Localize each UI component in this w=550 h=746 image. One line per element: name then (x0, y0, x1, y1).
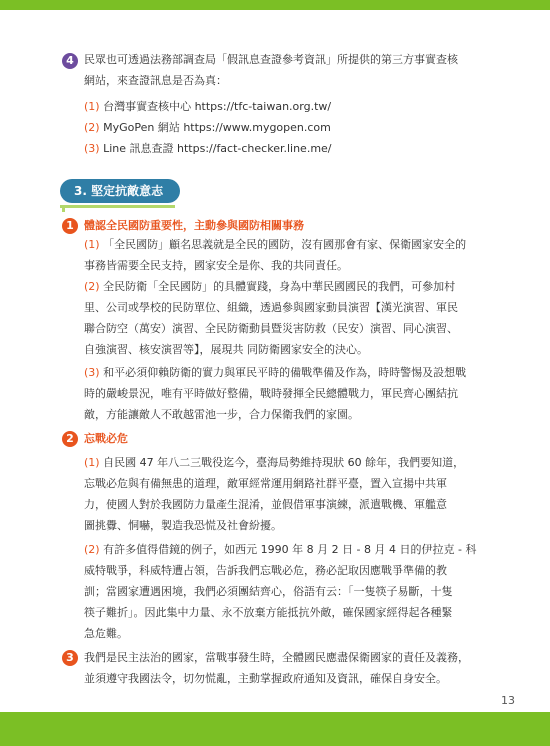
s1-p1-number: (1) (84, 238, 100, 251)
section-underline (60, 205, 175, 208)
item-4-text-line-1: 民眾也可透過法務部調查局「假訊息查證參考資訊」所提供的第三方事實查核 (84, 53, 458, 66)
s1-p3-text-1: 和平必須仰賴防衛的實力與軍民平時的備戰準備及作為，時時警惕及設想戰 (103, 366, 467, 379)
s1-p2-line-4: 自強演習、核安演習等】，展現共 同防衛國家安全的決心。 (84, 343, 368, 356)
s1-number-badge: 1 (62, 218, 78, 234)
s1-p3-line-2: 時的嚴峻景況，唯有平時做好整備，戰時發揮全民總體戰力，軍民齊心團結抗 (84, 387, 458, 400)
s3-number-badge: 3 (62, 650, 78, 666)
s1-p3-line-1 (84, 366, 466, 380)
s1-p1-text-1: 「全民國防」顧名思義就是全民的國防，沒有國那會有家、保衛國家安全的 (103, 238, 467, 251)
s1-p3-line-3: 敵，方能讓敵人不敢越雷池一步，合力保衛我們的家園。 (84, 408, 359, 421)
s3-line-2: 並須遵守我國法令，切勿慌亂，主動掌握政府通知及資訊，確保自身安全。 (84, 672, 447, 685)
s1-p2-text-1: 全民防衛「全民國防」的具體實踐，身為中華民國國民的我們，可參加村 (103, 280, 456, 293)
s2-p2-number: (2) (84, 543, 100, 556)
s2-p1-line-2: 忘戰必危與有備無患的道理，敵軍經常運用網路社群平臺，置入宣揚中共軍 (84, 477, 447, 490)
link-1-number: (1) (84, 100, 100, 113)
bottom-green-bar (0, 712, 550, 746)
item-4-number-badge: 4 (62, 53, 78, 69)
item-4-text-line-2: 網站，來查證訊息是否為真： (84, 74, 227, 87)
s2-p1-number: (1) (84, 456, 100, 469)
s2-p2-line-4: 筷子難折」。因此集中力量、永不放棄方能抵抗外敵，確保國家經得起各種緊 (84, 606, 453, 619)
link-3-text: Line 訊息查證 https://fact-checker.line.me/ (103, 142, 332, 155)
s2-p2-line-2: 威特戰爭，科威特遭占領，告訴我們忘戰必危，務必記取因應戰爭準備的教 (84, 564, 447, 577)
s2-number-badge: 2 (62, 431, 78, 447)
s1-p2-line-2: 里、公司或學校的民防單位、組織，透過參與國家動員演習【漢光演習、軍民 (84, 301, 458, 314)
page-number: 13 (501, 694, 515, 707)
section-title: 3. 堅定抗敵意志 (74, 184, 164, 198)
fact-check-link-1[interactable] (84, 100, 331, 114)
link-2-number: (2) (84, 121, 100, 134)
fact-check-link-3[interactable] (84, 142, 332, 156)
s2-p2-line-1 (84, 543, 476, 557)
s2-p2-line-3: 訓；當國家遭遇困境，我們必須團結齊心，俗語有云：「一隻筷子易斷，十隻 (84, 585, 453, 598)
link-3-number: (3) (84, 142, 100, 155)
s3-line-1: 我們是民主法治的國家，當戰事發生時，全體國民應盡保衛國家的責任及義務， (84, 651, 469, 664)
s2-p1-text-1: 自民國 47 年八二三戰役迄今，臺海局勢維持現狀 60 餘年，我們要知道， (103, 456, 465, 469)
s2-p2-text-1: 有許多值得借鏡的例子，如西元 1990 年 8 月 2 日 - 8 月 4 日的伊拉克 - 科 (103, 543, 477, 556)
link-1-text: 台灣事實查核中心 https://tfc-taiwan.org.tw/ (103, 100, 332, 113)
fact-check-link-2[interactable] (84, 121, 331, 135)
s1-p2-line-1 (84, 280, 455, 294)
s2-p1-line-3: 力，使國人對於我國防力量產生混淆，並假借軍事演練，派遣戰機、軍艦意 (84, 498, 447, 511)
s2-p2-line-5: 急危難。 (84, 627, 128, 640)
s1-p3-number: (3) (84, 366, 100, 379)
top-green-bar (0, 0, 550, 10)
s2-heading: 忘戰必危 (84, 432, 128, 445)
s1-p2-number: (2) (84, 280, 100, 293)
s2-p1-line-4: 圖挑釁、恫嚇，製造我恐慌及社會紛擾。 (84, 519, 282, 532)
s2-p1-line-1 (84, 456, 464, 470)
s1-p2-line-3: 聯合防空（萬安）演習、全民防衛動員暨災害防救（民安）演習、同心演習、 (84, 322, 458, 335)
s1-p1-line-2: 事務皆需要全民支持，國家安全是你、我的共同責任。 (84, 259, 348, 272)
s1-p1-line-1 (84, 238, 466, 252)
section-underline-tick (62, 208, 65, 212)
link-2-text: MyGoPen 網站 https://www.mygopen.com (103, 121, 331, 134)
s1-heading: 體認全民國防重要性，主動參與國防相關事務 (84, 219, 304, 232)
section-title-pill (60, 179, 180, 203)
